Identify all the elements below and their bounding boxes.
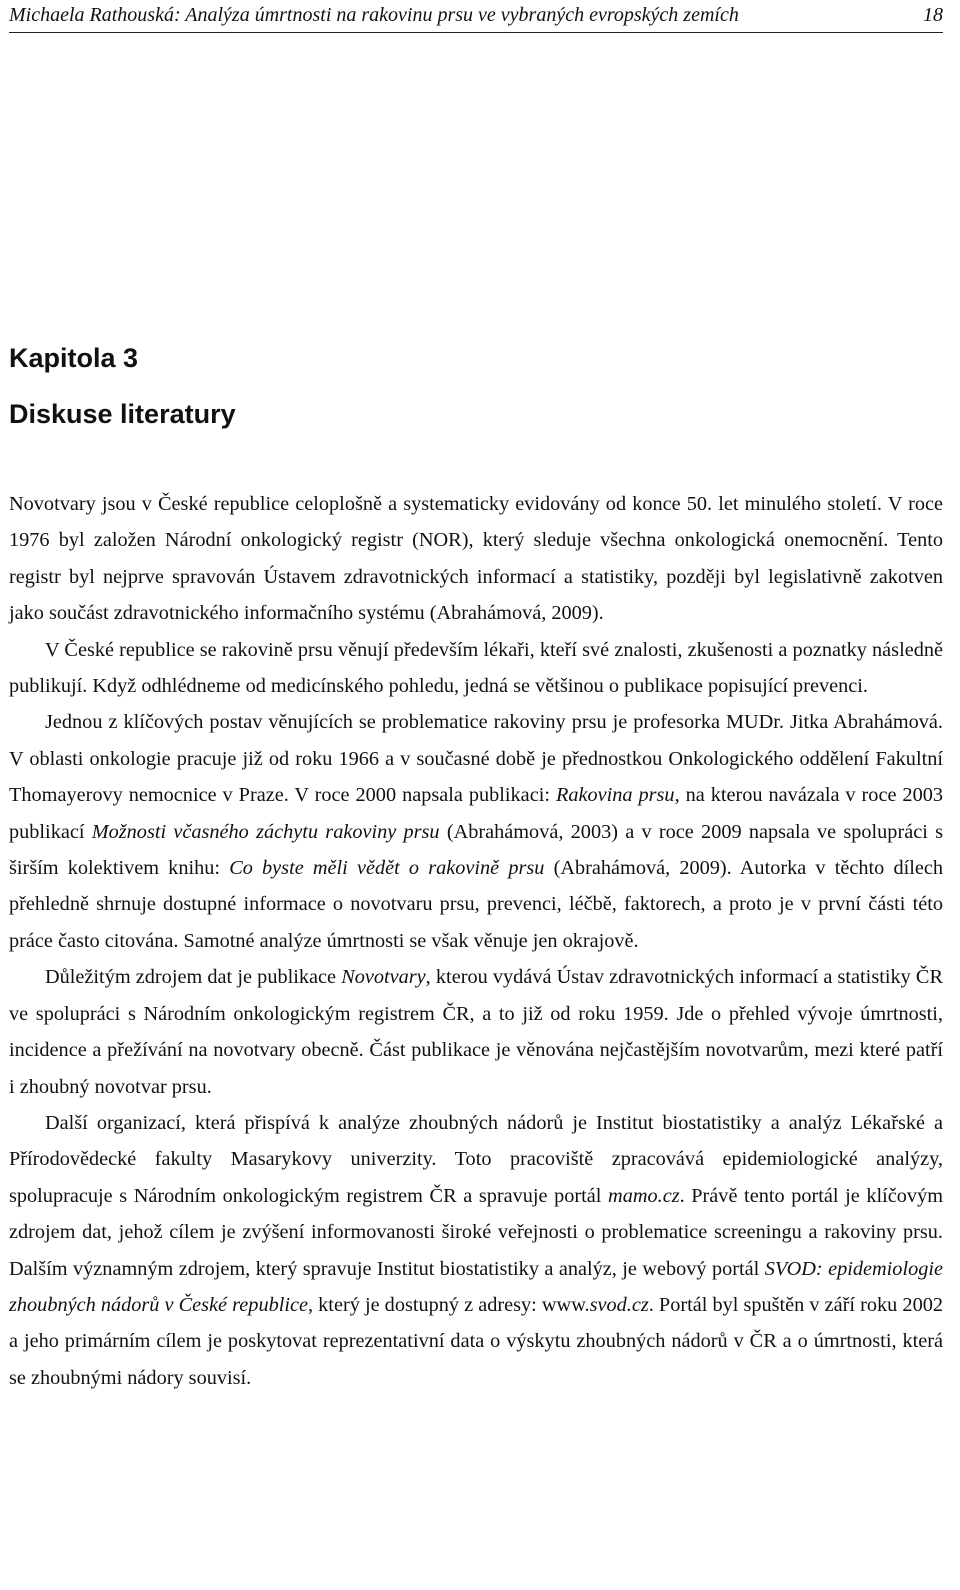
text-run: Důležitým zdrojem dat je publikace bbox=[45, 966, 342, 989]
italic-title: mamo.cz bbox=[608, 1184, 680, 1207]
italic-title: svod.cz bbox=[589, 1293, 649, 1316]
italic-title: SVOD: epidemiologie zhoubných nádorů v České republice bbox=[9, 1257, 944, 1316]
italic-title: Novotvary bbox=[341, 966, 426, 989]
text-run: , na kterou navázala v roce 2003 publikací bbox=[9, 784, 943, 843]
text-run: , který je dostupný z adresy: www. bbox=[308, 1293, 590, 1316]
text-run: Další organizací, která přispívá k analýze zhoubných nádorů je Institut biostatistiky a analýz Lékařské a Přírodovědecké fakulty Masarykovy univerzity. Toto pracoviště zpracovává epidemiologické analýzy, spolupracuje s Národním onkologickým registrem ČR a spravuje portál bbox=[9, 1111, 943, 1207]
text-run: V České republice se rakovině prsu věnují především lékaři, kteří své znalosti, zkušenosti a poznatky následně publikují. Když odhlédneme od medicínského pohledu, jedná se většinou o publikace popisující prevenci. bbox=[9, 638, 943, 698]
running-header bbox=[9, 4, 943, 33]
text-run: . Portál byl spuštěn v září roku 2002 a jeho primárním cílem je poskytovat reprezentativní data o výskytu zhoubných nádorů v ČR a o úmrtnosti, která se zhoubnými nádory souvisí. bbox=[9, 1293, 943, 1389]
text-run: Jednou z klíčových postav věnujících se problematice rakoviny prsu je profesorka MUDr. Jitka Abrahámová. V oblasti onkologie pracuje již od roku 1966 a v současné době je přednostkou Onkologického oddělení Fakultní Thomayerovy nemocnice v Praze. V roce 2000 napsala publikaci: bbox=[9, 711, 943, 807]
paragraph bbox=[9, 632, 943, 705]
page-number: 18 bbox=[923, 4, 943, 26]
italic-title: Co byste měli vědět o rakovině prsu bbox=[229, 857, 545, 880]
paragraph bbox=[9, 1105, 943, 1396]
text-run: . Právě tento portál je klíčovým zdrojem dat, jehož cílem je zvýšení informovanosti široké veřejnosti o problematice screeningu a rakoviny prsu. Dalším významným zdrojem, který spravuje Institut biostatistiky a analýz, je webový portál bbox=[9, 1184, 943, 1280]
header-title: Michaela Rathouská: Analýza úmrtnosti na rakovinu prsu ve vybraných evropských zemích bbox=[9, 4, 739, 26]
paragraph bbox=[9, 486, 943, 632]
chapter-title: Diskuse literatury bbox=[9, 399, 236, 429]
text-run: (Abrahámová, 2009). Autorka v těchto dílech přehledně shrnuje dostupné informace o novotvaru prsu, prevenci, léčbě, faktorech, a proto je v první části této práce často citována. Samotné analýze úmrtnosti se však věnuje jen okrajově. bbox=[9, 857, 944, 952]
chapter-number: Kapitola 3 bbox=[9, 343, 139, 373]
text-run: Novotvary jsou v České republice celoplošně a systematicky evidovány od konce 50. let minulého století. V roce 1976 byl založen Národní onkologický registr (NOR), který sleduje všechna onkologická onemocnění. Tento registr byl nejprve spravován Ústavem zdravotnických informací a statistiky, později byl legislativně zakotven jako součást zdravotnického informačního systému (Abrahámová, 2009). bbox=[9, 493, 943, 625]
italic-title: Rakovina prsu bbox=[555, 784, 675, 807]
paragraph bbox=[9, 959, 943, 1105]
text-run: (Abrahámová, 2003) a v roce 2009 napsala ve spolupráci s širším kolektivem knihu: bbox=[9, 820, 943, 880]
italic-title: Možnosti včasného záchytu rakoviny prsu bbox=[91, 820, 440, 843]
body-text bbox=[9, 486, 943, 1396]
text-run: , kterou vydává Ústav zdravotnických informací a statistiky ČR ve spolupráci s Národním onkologickým registrem ČR, a to již od roku 1959. Jde o přehled vývoje úmrtnosti, incidence a přežívání na novotvary obecně. Část publikace je věnována nejčastějším novotvarům, mezi které patří i zhoubný novotvar prsu. bbox=[9, 966, 943, 1098]
paragraph bbox=[9, 704, 943, 959]
